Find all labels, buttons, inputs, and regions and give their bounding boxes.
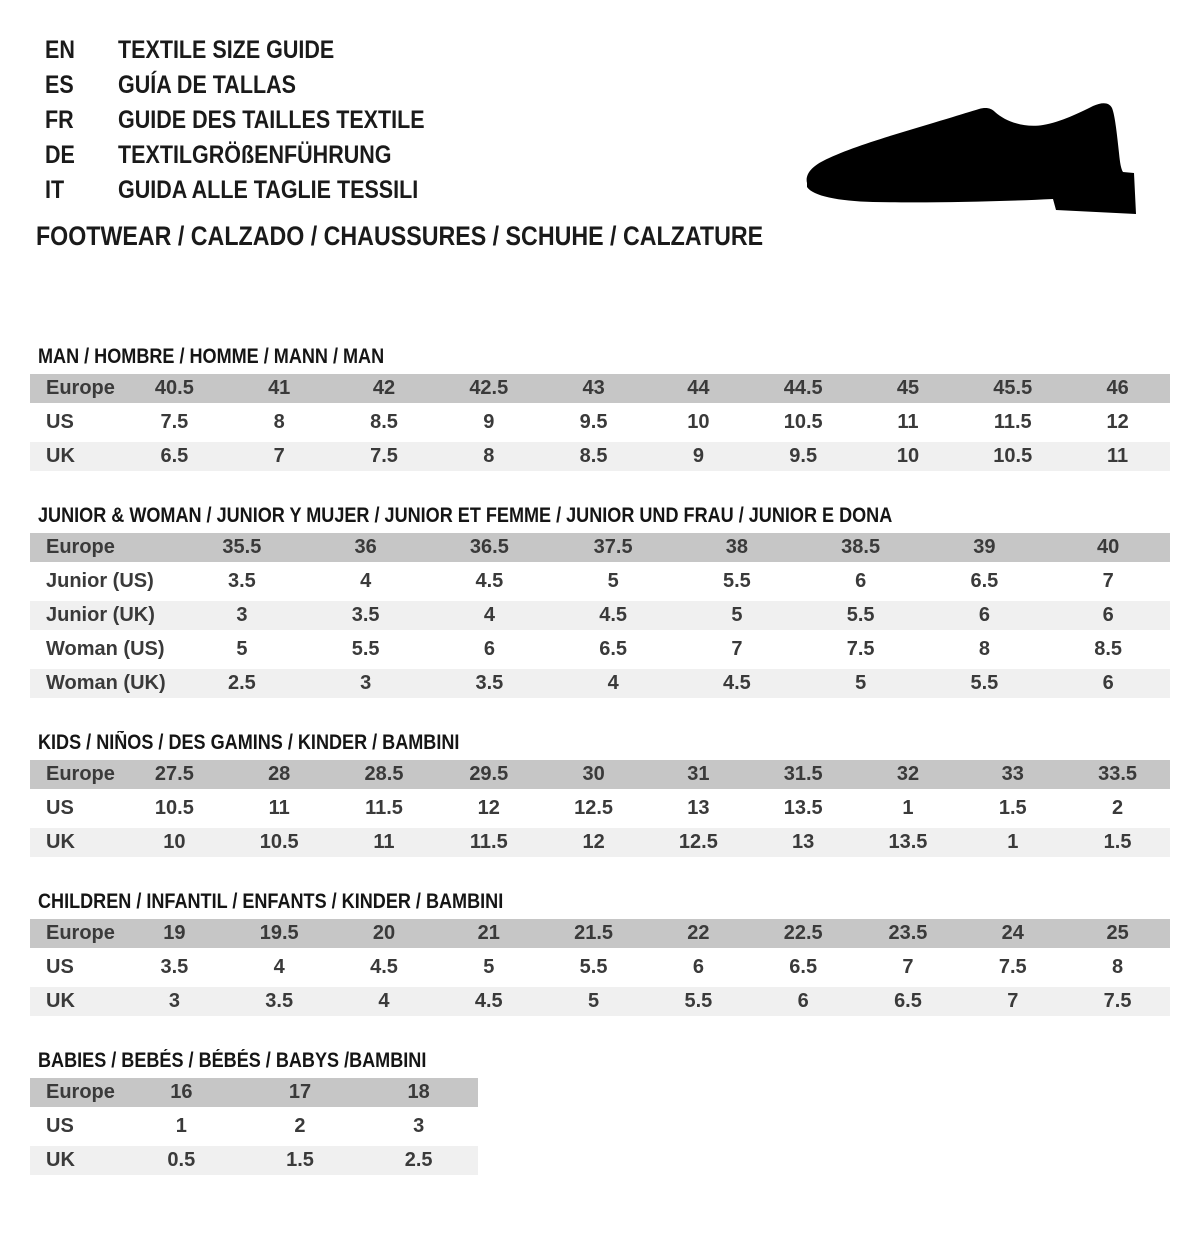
row-label: Europe: [30, 533, 180, 562]
size-value-cell: 16: [122, 1078, 241, 1107]
size-value-cell: 36: [304, 533, 428, 562]
size-value-cell: 19: [122, 919, 227, 948]
size-table-row: [30, 669, 1170, 698]
size-value-cell: 13: [646, 794, 751, 823]
row-label: US: [30, 794, 122, 823]
size-value-cell: 6.5: [551, 635, 675, 664]
row-label: Europe: [30, 919, 122, 948]
language-row: [45, 33, 1200, 68]
size-value-cell: 6: [1046, 601, 1170, 630]
section-title-text: MAN / HOMBRE / HOMME / MANN / MAN: [38, 345, 385, 368]
size-value-cell: 1.5: [960, 794, 1065, 823]
row-label: UK: [30, 828, 122, 857]
size-value-cell: 43: [541, 374, 646, 403]
size-table-row: [30, 760, 1170, 789]
size-value-cell: 27.5: [122, 760, 227, 789]
language-label: TEXTILGRÖßENFÜHRUNG: [118, 141, 392, 169]
size-value-cell: 25: [1065, 919, 1170, 948]
size-table: [30, 755, 1170, 862]
size-value-cell: 7: [856, 953, 961, 982]
size-value-cell: 7: [960, 987, 1065, 1016]
size-value-cell: 8: [227, 408, 332, 437]
language-code: FR: [45, 106, 74, 134]
size-value-cell: 5.5: [304, 635, 428, 664]
size-value-cell: 6: [646, 953, 751, 982]
size-table-row: [30, 567, 1170, 596]
size-value-cell: 11: [1065, 442, 1170, 471]
size-value-cell: 32: [856, 760, 961, 789]
size-value-cell: 12: [1065, 408, 1170, 437]
size-value-cell: 45: [856, 374, 961, 403]
section-title-text: BABIES / BEBÉS / BÉBÉS / BABYS /BAMBINI: [38, 1049, 427, 1072]
size-value-cell: 13.5: [751, 794, 856, 823]
section-title: [38, 731, 1200, 755]
size-table-row: [30, 635, 1170, 664]
category-title-text: FOOTWEAR / CALZADO / CHAUSSURES / SCHUHE / CALZATURE: [36, 221, 764, 251]
size-table-row: [30, 828, 1170, 857]
size-value-cell: 21: [436, 919, 541, 948]
size-value-cell: 7.5: [122, 408, 227, 437]
size-value-cell: 5: [541, 987, 646, 1016]
size-table-row: [30, 1146, 478, 1175]
size-value-cell: 5.5: [675, 567, 799, 596]
size-table-row: [30, 987, 1170, 1016]
size-section: [0, 890, 1200, 1021]
size-value-cell: 24: [960, 919, 1065, 948]
size-value-cell: 11.5: [960, 408, 1065, 437]
section-title: [38, 1049, 1200, 1073]
size-value-cell: 30: [541, 760, 646, 789]
size-value-cell: 6: [799, 567, 923, 596]
size-value-cell: 1.5: [241, 1146, 360, 1175]
size-value-cell: 5.5: [646, 987, 751, 1016]
size-table-row: [30, 601, 1170, 630]
size-value-cell: 5: [180, 635, 304, 664]
section-title-text: JUNIOR & WOMAN / JUNIOR Y MUJER / JUNIOR ET FEMME / JUNIOR UND FRAU / JUNIOR E DONA: [38, 504, 893, 527]
size-value-cell: 2: [241, 1112, 360, 1141]
row-label: UK: [30, 1146, 122, 1175]
size-table-row: [30, 408, 1170, 437]
size-section: [0, 1049, 1200, 1180]
size-value-cell: 6: [923, 601, 1047, 630]
size-value-cell: 10: [856, 442, 961, 471]
size-value-cell: 20: [332, 919, 437, 948]
language-code: ES: [45, 71, 74, 99]
shoe-icon: [803, 95, 1143, 220]
size-value-cell: 11.5: [332, 794, 437, 823]
size-guide-page: [0, 33, 1200, 1233]
section-title: [38, 345, 1200, 369]
size-value-cell: 1: [960, 828, 1065, 857]
section-title: [38, 890, 1200, 914]
size-table: [30, 528, 1170, 703]
size-value-cell: 10.5: [960, 442, 1065, 471]
size-value-cell: 7.5: [799, 635, 923, 664]
size-value-cell: 7: [227, 442, 332, 471]
size-value-cell: 22.5: [751, 919, 856, 948]
size-section: [0, 504, 1200, 703]
size-value-cell: 28.5: [332, 760, 437, 789]
section-title-text: KIDS / NIÑOS / DES GAMINS / KINDER / BAMBINI: [38, 731, 460, 754]
size-value-cell: 38.5: [799, 533, 923, 562]
size-value-cell: 1: [856, 794, 961, 823]
size-value-cell: 8: [923, 635, 1047, 664]
size-value-cell: 19.5: [227, 919, 332, 948]
size-value-cell: 3.5: [122, 953, 227, 982]
size-value-cell: 21.5: [541, 919, 646, 948]
size-value-cell: 38: [675, 533, 799, 562]
size-value-cell: 23.5: [856, 919, 961, 948]
size-value-cell: 7.5: [960, 953, 1065, 982]
size-value-cell: 8.5: [541, 442, 646, 471]
row-label: Europe: [30, 374, 122, 403]
row-label: Junior (US): [30, 567, 180, 596]
language-label: GUÍA DE TALLAS: [118, 71, 296, 99]
size-value-cell: 1: [122, 1112, 241, 1141]
size-value-cell: 3: [180, 601, 304, 630]
size-value-cell: 29.5: [436, 760, 541, 789]
size-table-row: [30, 533, 1170, 562]
size-value-cell: 5.5: [923, 669, 1047, 698]
size-table: [30, 1073, 478, 1180]
size-value-cell: 37.5: [551, 533, 675, 562]
size-value-cell: 12.5: [541, 794, 646, 823]
size-value-cell: 33: [960, 760, 1065, 789]
size-value-cell: 41: [227, 374, 332, 403]
size-value-cell: 5: [436, 953, 541, 982]
size-value-cell: 6: [1046, 669, 1170, 698]
size-value-cell: 5: [799, 669, 923, 698]
size-table-row: [30, 919, 1170, 948]
row-label: Woman (US): [30, 635, 180, 664]
size-value-cell: 11.5: [436, 828, 541, 857]
size-value-cell: 1.5: [1065, 828, 1170, 857]
row-label: Woman (UK): [30, 669, 180, 698]
size-value-cell: 5: [675, 601, 799, 630]
size-section: [0, 731, 1200, 862]
size-value-cell: 45.5: [960, 374, 1065, 403]
row-label: UK: [30, 987, 122, 1016]
size-value-cell: 2.5: [180, 669, 304, 698]
size-value-cell: 0.5: [122, 1146, 241, 1175]
size-value-cell: 10: [122, 828, 227, 857]
size-value-cell: 5: [551, 567, 675, 596]
size-value-cell: 7.5: [1065, 987, 1170, 1016]
size-value-cell: 18: [359, 1078, 478, 1107]
size-value-cell: 4.5: [428, 567, 552, 596]
size-value-cell: 3: [359, 1112, 478, 1141]
row-label: Europe: [30, 1078, 122, 1107]
size-value-cell: 2: [1065, 794, 1170, 823]
size-table-row: [30, 1112, 478, 1141]
size-value-cell: 3: [122, 987, 227, 1016]
size-value-cell: 8: [1065, 953, 1170, 982]
size-value-cell: 4: [332, 987, 437, 1016]
language-code: EN: [45, 36, 75, 64]
size-table-row: [30, 953, 1170, 982]
size-value-cell: 10.5: [751, 408, 856, 437]
size-value-cell: 7: [675, 635, 799, 664]
size-value-cell: 42: [332, 374, 437, 403]
size-value-cell: 6.5: [923, 567, 1047, 596]
size-value-cell: 42.5: [436, 374, 541, 403]
size-value-cell: 7.5: [332, 442, 437, 471]
size-value-cell: 4: [227, 953, 332, 982]
size-value-cell: 6.5: [751, 953, 856, 982]
size-value-cell: 5.5: [541, 953, 646, 982]
size-value-cell: 44: [646, 374, 751, 403]
size-value-cell: 3: [304, 669, 428, 698]
size-value-cell: 46: [1065, 374, 1170, 403]
size-value-cell: 31: [646, 760, 751, 789]
size-value-cell: 6: [428, 635, 552, 664]
size-value-cell: 3.5: [227, 987, 332, 1016]
language-label: TEXTILE SIZE GUIDE: [118, 36, 335, 64]
shoe-silhouette-svg: [803, 95, 1143, 220]
size-section: [0, 345, 1200, 476]
size-value-cell: 33.5: [1065, 760, 1170, 789]
size-value-cell: 12: [436, 794, 541, 823]
size-value-cell: 8.5: [1046, 635, 1170, 664]
size-table: [30, 914, 1170, 1021]
size-value-cell: 11: [332, 828, 437, 857]
row-label: Junior (UK): [30, 601, 180, 630]
language-label: GUIDA ALLE TAGLIE TESSILI: [118, 176, 419, 204]
size-value-cell: 11: [856, 408, 961, 437]
size-value-cell: 4.5: [675, 669, 799, 698]
size-value-cell: 4.5: [332, 953, 437, 982]
size-value-cell: 12.5: [646, 828, 751, 857]
size-table-row: [30, 1078, 478, 1107]
size-value-cell: 11: [227, 794, 332, 823]
size-value-cell: 9: [436, 408, 541, 437]
size-value-cell: 36.5: [428, 533, 552, 562]
language-label: GUIDE DES TAILLES TEXTILE: [118, 106, 425, 134]
size-value-cell: 6.5: [122, 442, 227, 471]
size-value-cell: 12: [541, 828, 646, 857]
size-value-cell: 28: [227, 760, 332, 789]
size-value-cell: 17: [241, 1078, 360, 1107]
size-value-cell: 3.5: [180, 567, 304, 596]
size-value-cell: 6.5: [856, 987, 961, 1016]
size-table-row: [30, 442, 1170, 471]
size-value-cell: 35.5: [180, 533, 304, 562]
language-code: DE: [45, 141, 75, 169]
category-title: [36, 221, 1200, 251]
size-table: [30, 369, 1170, 476]
size-table-row: [30, 794, 1170, 823]
size-value-cell: 9.5: [751, 442, 856, 471]
size-value-cell: 9.5: [541, 408, 646, 437]
size-value-cell: 22: [646, 919, 751, 948]
size-table-row: [30, 374, 1170, 403]
language-code: IT: [45, 176, 65, 204]
size-value-cell: 13: [751, 828, 856, 857]
size-value-cell: 4: [551, 669, 675, 698]
size-value-cell: 4: [428, 601, 552, 630]
row-label: Europe: [30, 760, 122, 789]
size-value-cell: 13.5: [856, 828, 961, 857]
row-label: UK: [30, 442, 122, 471]
size-value-cell: 5.5: [799, 601, 923, 630]
size-value-cell: 31.5: [751, 760, 856, 789]
row-label: US: [30, 408, 122, 437]
size-value-cell: 3.5: [428, 669, 552, 698]
size-value-cell: 44.5: [751, 374, 856, 403]
size-value-cell: 4.5: [436, 987, 541, 1016]
row-label: US: [30, 953, 122, 982]
size-value-cell: 9: [646, 442, 751, 471]
size-value-cell: 4.5: [551, 601, 675, 630]
section-title-text: CHILDREN / INFANTIL / ENFANTS / KINDER / BAMBINI: [38, 890, 504, 913]
size-value-cell: 10.5: [227, 828, 332, 857]
size-value-cell: 4: [304, 567, 428, 596]
section-title: [38, 504, 1200, 528]
sections: [0, 345, 1200, 1180]
size-value-cell: 8.5: [332, 408, 437, 437]
size-value-cell: 2.5: [359, 1146, 478, 1175]
size-value-cell: 7: [1046, 567, 1170, 596]
size-value-cell: 6: [751, 987, 856, 1016]
size-value-cell: 39: [923, 533, 1047, 562]
size-value-cell: 3.5: [304, 601, 428, 630]
size-value-cell: 8: [436, 442, 541, 471]
size-value-cell: 40: [1046, 533, 1170, 562]
size-value-cell: 10: [646, 408, 751, 437]
row-label: US: [30, 1112, 122, 1141]
size-value-cell: 10.5: [122, 794, 227, 823]
size-value-cell: 40.5: [122, 374, 227, 403]
